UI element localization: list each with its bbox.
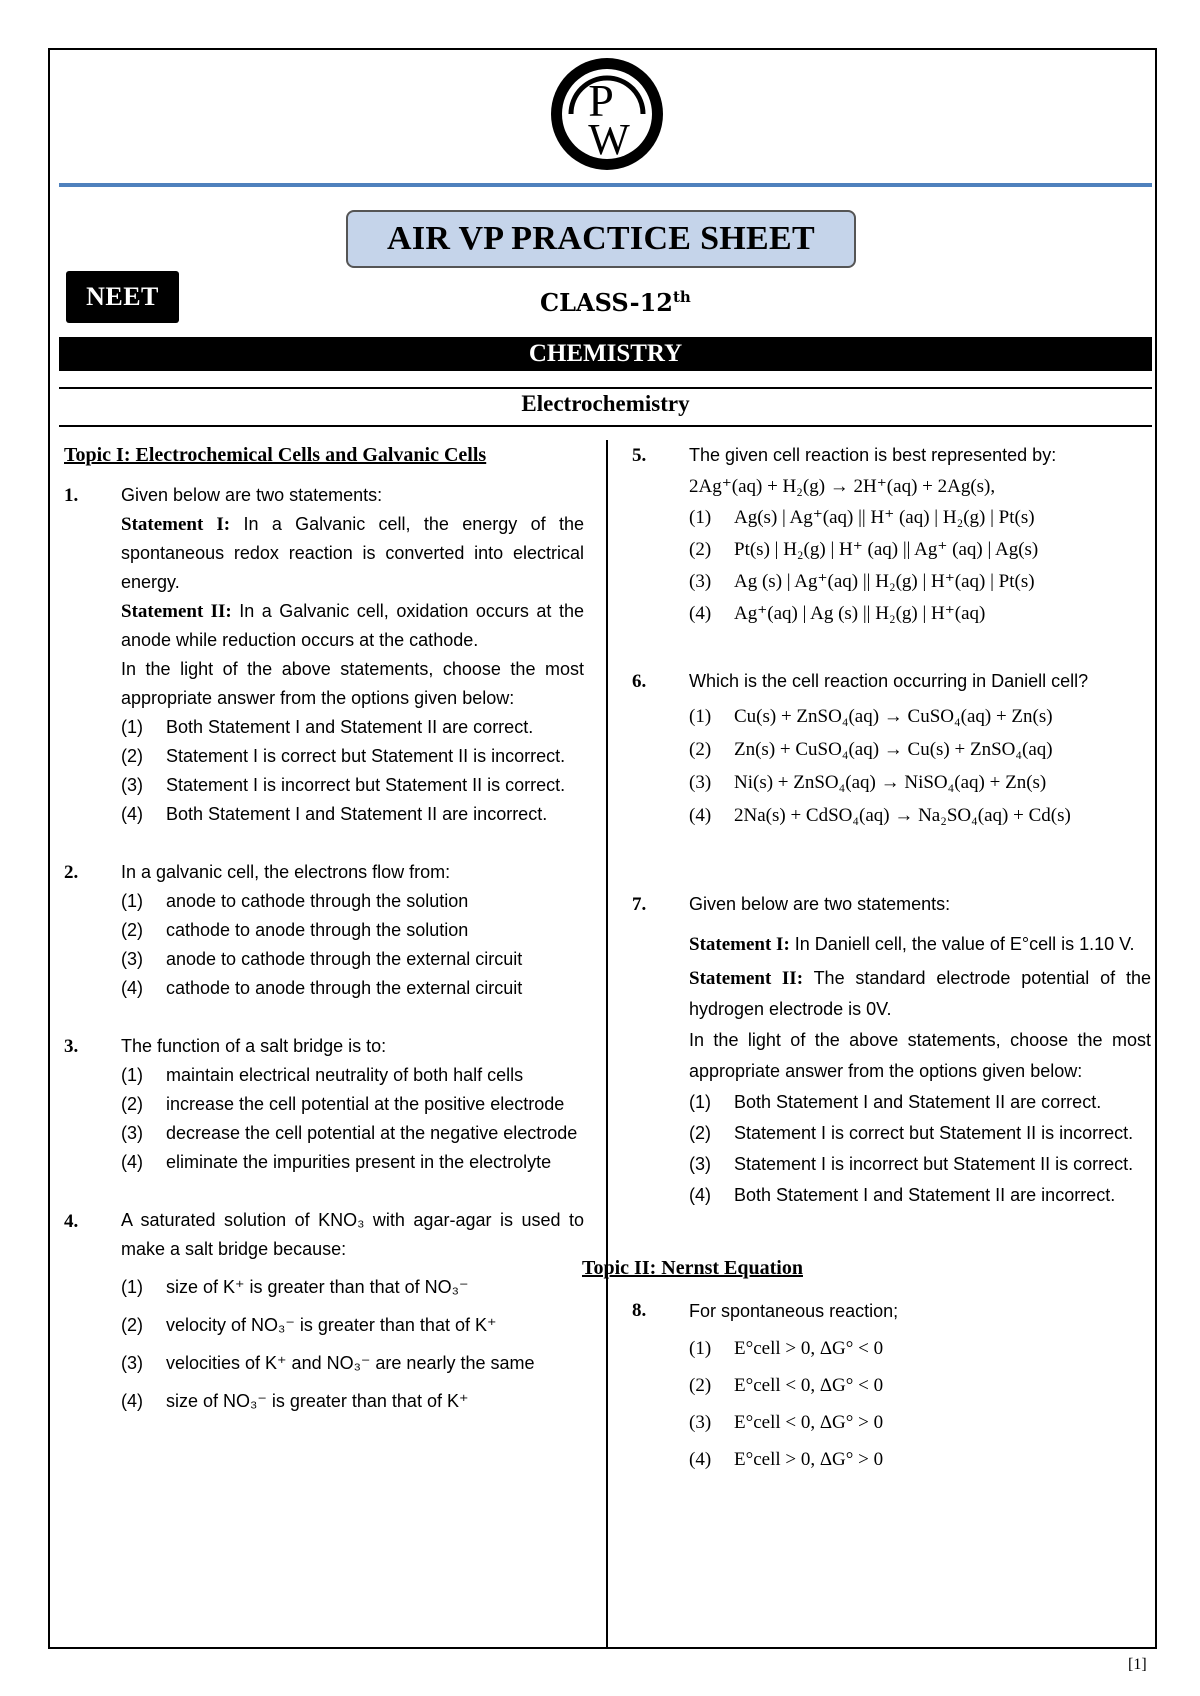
statement-text: In Daniell cell, the value of E°cell is 1.10 V. bbox=[794, 934, 1135, 954]
statement-label: Statement II: bbox=[121, 601, 232, 622]
option[interactable] bbox=[121, 974, 584, 1003]
option-text: increase the cell potential at the positive electrode bbox=[166, 1094, 565, 1114]
question-prompt: In the light of the above statements, choose the most appropriate answer from the options given below: bbox=[689, 1030, 1151, 1081]
question-text: Which is the cell reaction occurring in Daniell cell? bbox=[689, 671, 1089, 691]
option-list bbox=[689, 502, 1151, 630]
option-text: E°cell > 0, ΔG° > 0 bbox=[734, 1449, 884, 1470]
option-text: decrease the cell potential at the negative electrode bbox=[166, 1123, 578, 1143]
option-list bbox=[121, 1268, 584, 1420]
option-text: Ag (s) | Ag⁺(aq) || H₂(g) | H⁺(aq) | Pt(s) bbox=[734, 571, 1035, 592]
option-number: (2) bbox=[121, 1094, 143, 1114]
option-text: size of NO₃⁻ is greater than that of K⁺ bbox=[166, 1391, 469, 1411]
option[interactable] bbox=[121, 1306, 584, 1344]
option[interactable] bbox=[121, 771, 584, 800]
spacer bbox=[64, 1177, 584, 1195]
option[interactable] bbox=[689, 1087, 1151, 1118]
option-number: (1) bbox=[689, 507, 712, 528]
option[interactable] bbox=[121, 713, 584, 742]
option-number: (3) bbox=[689, 772, 712, 793]
spacer bbox=[632, 832, 1151, 878]
option-text: Zn(s) + CuSO₄(aq) → Cu(s) + ZnSO₄(aq) bbox=[734, 739, 1053, 760]
question-text: The given cell reaction is best represented by: bbox=[689, 445, 1057, 465]
column-divider bbox=[606, 440, 608, 1649]
statement-text: In a Galvanic cell, oxidation occurs at the anode while reduction occurs at the cathode. bbox=[121, 601, 584, 650]
option-text: cathode to anode through the solution bbox=[166, 920, 469, 940]
question-1 bbox=[64, 481, 584, 829]
option-number: (2) bbox=[689, 1123, 711, 1143]
question-text: In a galvanic cell, the electrons flow from: bbox=[121, 862, 451, 882]
option[interactable] bbox=[121, 945, 584, 974]
chapter-rule-bottom bbox=[59, 425, 1152, 427]
option-text: size of K⁺ is greater than that of NO₃⁻ bbox=[166, 1277, 469, 1297]
option-text: 2Na(s) + CdSO₄(aq) → Na₂SO₄(aq) + Cd(s) bbox=[734, 805, 1071, 826]
option-number: (3) bbox=[689, 571, 712, 592]
question-number: 3. bbox=[64, 1036, 79, 1057]
question-8 bbox=[632, 1294, 1151, 1478]
option-text: Pt(s) | H₂(g) | H⁺ (aq) || Ag⁺ (aq) | Ag(s) bbox=[734, 539, 1039, 560]
option-text: Ni(s) + ZnSO₄(aq) → NiSO₄(aq) + Zn(s) bbox=[734, 772, 1047, 793]
pw-logo bbox=[549, 56, 665, 172]
option[interactable] bbox=[689, 1404, 1151, 1441]
option-text: cathode to anode through the external circuit bbox=[166, 978, 523, 998]
option-number: (2) bbox=[121, 746, 143, 766]
question-number: 7. bbox=[632, 894, 647, 915]
option[interactable] bbox=[689, 534, 1151, 566]
option[interactable] bbox=[689, 766, 1151, 799]
option-text: Both Statement I and Statement II are correct. bbox=[734, 1092, 1102, 1112]
option-list bbox=[689, 1330, 1151, 1478]
option-text: Ag(s) | Ag⁺(aq) || H⁺ (aq) | H₂(g) | Pt(s) bbox=[734, 507, 1035, 528]
option-number: (1) bbox=[689, 706, 712, 727]
question-7 bbox=[632, 889, 1151, 1211]
statement-2 bbox=[689, 963, 1151, 1025]
option-number: (1) bbox=[121, 1065, 143, 1085]
option-text: E°cell < 0, ΔG° > 0 bbox=[734, 1412, 884, 1433]
option[interactable] bbox=[121, 800, 584, 829]
option-number: (3) bbox=[121, 1123, 143, 1143]
option[interactable] bbox=[689, 598, 1151, 630]
spacer bbox=[64, 829, 584, 847]
option-number: (2) bbox=[689, 539, 712, 560]
option-number: (2) bbox=[121, 1315, 143, 1335]
option-text: Cu(s) + ZnSO₄(aq) → CuSO₄(aq) + Zn(s) bbox=[734, 706, 1053, 727]
statement-text: The standard electrode potential of the hydrogen electrode is 0V. bbox=[689, 968, 1151, 1019]
option-list bbox=[689, 700, 1151, 832]
svg-text:W: W bbox=[588, 115, 630, 164]
option-number: (3) bbox=[121, 775, 143, 795]
option-number: (2) bbox=[689, 739, 712, 760]
option-number: (4) bbox=[689, 805, 712, 826]
question-intro: Given below are two statements: bbox=[689, 894, 951, 914]
option-number: (2) bbox=[689, 1375, 712, 1396]
option-text: maintain electrical neutrality of both half cells bbox=[166, 1065, 524, 1085]
option-text: E°cell > 0, ΔG° < 0 bbox=[734, 1338, 884, 1359]
option[interactable] bbox=[121, 916, 584, 945]
class-suffix: th bbox=[672, 288, 691, 306]
chapter-rule-top bbox=[59, 387, 1152, 389]
option[interactable] bbox=[689, 1367, 1151, 1404]
option[interactable] bbox=[689, 733, 1151, 766]
option-number: (4) bbox=[689, 1449, 712, 1470]
question-3 bbox=[64, 1032, 584, 1177]
option[interactable] bbox=[689, 1149, 1151, 1180]
option[interactable] bbox=[689, 1441, 1151, 1478]
question-number: 6. bbox=[632, 671, 647, 692]
option-number: (2) bbox=[121, 920, 143, 940]
question-number: 5. bbox=[632, 445, 647, 466]
question-5 bbox=[632, 440, 1151, 630]
spacer bbox=[632, 1211, 1151, 1253]
exam-badge: NEET bbox=[66, 271, 179, 323]
option-list bbox=[121, 1061, 584, 1177]
option-text: anode to cathode through the external circuit bbox=[166, 949, 523, 969]
option[interactable] bbox=[121, 1344, 584, 1382]
option[interactable] bbox=[689, 700, 1151, 733]
option-number: (4) bbox=[121, 804, 143, 824]
option-number: (3) bbox=[689, 1154, 711, 1174]
option-number: (4) bbox=[689, 1185, 711, 1205]
question-number: 4. bbox=[64, 1211, 79, 1232]
option-text: Both Statement I and Statement II are incorrect. bbox=[734, 1185, 1116, 1205]
option[interactable] bbox=[121, 742, 584, 771]
option[interactable] bbox=[689, 799, 1151, 832]
question-number: 8. bbox=[632, 1300, 647, 1321]
option-text: Statement I is incorrect but Statement II is correct. bbox=[166, 775, 566, 795]
question-2 bbox=[64, 858, 584, 1003]
option-text: Statement I is correct but Statement II is incorrect. bbox=[166, 746, 566, 766]
statement-label: Statement I: bbox=[689, 934, 790, 955]
subject-bar: CHEMISTRY bbox=[59, 337, 1152, 371]
option-text: velocities of K⁺ and NO₃⁻ are nearly the same bbox=[166, 1353, 535, 1373]
question-intro: Given below are two statements: bbox=[121, 485, 383, 505]
option[interactable] bbox=[121, 1268, 584, 1306]
option[interactable] bbox=[689, 566, 1151, 598]
statement-2 bbox=[121, 597, 584, 655]
option-number: (1) bbox=[121, 717, 143, 737]
option-number: (1) bbox=[689, 1092, 711, 1112]
option-text: velocity of NO₃⁻ is greater than that of K⁺ bbox=[166, 1315, 497, 1335]
question-text: The function of a salt bridge is to: bbox=[121, 1036, 387, 1056]
question-6 bbox=[632, 667, 1151, 832]
option-text: Both Statement I and Statement II are correct. bbox=[166, 717, 534, 737]
option-number: (4) bbox=[121, 1391, 143, 1411]
option[interactable] bbox=[689, 1180, 1151, 1211]
option-text: Statement I is incorrect but Statement II is correct. bbox=[734, 1154, 1134, 1174]
chapter-title: Electrochemistry bbox=[521, 391, 690, 416]
option-number: (1) bbox=[121, 891, 143, 911]
topic-heading: Topic II: Nernst Equation bbox=[582, 1257, 803, 1279]
statement-label: Statement I: bbox=[121, 514, 231, 535]
question-prompt: In the light of the above statements, choose the most appropriate answer from the options given below: bbox=[121, 659, 584, 708]
svg-text:P: P bbox=[588, 75, 614, 126]
option-list bbox=[121, 887, 584, 1003]
option-number: (3) bbox=[121, 1353, 143, 1373]
class-label bbox=[540, 288, 691, 317]
statement-text: In a Galvanic cell, the energy of the spontaneous redox reaction is converted into electrical energy. bbox=[121, 514, 584, 592]
topic-heading: Topic I: Electrochemical Cells and Galvanic Cells bbox=[64, 444, 487, 466]
spacer bbox=[632, 630, 1151, 656]
option-list bbox=[689, 1087, 1151, 1211]
question-number: 1. bbox=[64, 485, 79, 506]
page-number: [1] bbox=[1128, 1656, 1147, 1673]
option[interactable] bbox=[121, 1148, 584, 1177]
option-number: (1) bbox=[689, 1338, 712, 1359]
option-text: E°cell < 0, ΔG° < 0 bbox=[734, 1375, 884, 1396]
question-4 bbox=[64, 1206, 584, 1420]
header-rule bbox=[59, 183, 1152, 187]
right-column bbox=[582, 440, 1151, 1478]
statement-label: Statement II: bbox=[689, 968, 804, 989]
option-number: (4) bbox=[121, 1152, 143, 1172]
option[interactable] bbox=[121, 1382, 584, 1420]
question-text: For spontaneous reaction; bbox=[689, 1301, 899, 1321]
option[interactable] bbox=[121, 887, 584, 916]
option[interactable] bbox=[689, 1118, 1151, 1149]
spacer bbox=[64, 1003, 584, 1021]
option[interactable] bbox=[121, 1061, 584, 1090]
statement-1 bbox=[689, 926, 1151, 963]
option[interactable] bbox=[689, 1330, 1151, 1367]
option-text: Both Statement I and Statement II are incorrect. bbox=[166, 804, 548, 824]
option-number: (3) bbox=[689, 1412, 712, 1433]
option-number: (3) bbox=[121, 949, 143, 969]
option[interactable] bbox=[121, 1090, 584, 1119]
option-list bbox=[121, 713, 584, 829]
option-text: eliminate the impurities present in the electrolyte bbox=[166, 1152, 552, 1172]
option-number: (1) bbox=[121, 1277, 143, 1297]
question-number: 2. bbox=[64, 862, 79, 883]
left-column bbox=[64, 440, 584, 1420]
option-text: Statement I is correct but Statement II is incorrect. bbox=[734, 1123, 1134, 1143]
option-number: (4) bbox=[121, 978, 143, 998]
cell-reaction: 2Ag⁺(aq) + H₂(g) → 2H⁺(aq) + 2Ag(s), bbox=[689, 476, 996, 497]
sheet-title: AIR VP PRACTICE SHEET bbox=[346, 210, 856, 268]
option-text: Ag⁺(aq) | Ag (s) || H₂(g) | H⁺(aq) bbox=[734, 603, 986, 624]
option-text: anode to cathode through the solution bbox=[166, 891, 469, 911]
statement-1 bbox=[121, 510, 584, 597]
option[interactable] bbox=[689, 502, 1151, 534]
option[interactable] bbox=[121, 1119, 584, 1148]
class-text: CLASS-12 bbox=[540, 288, 673, 317]
question-text: A saturated solution of KNO₃ with agar-agar is used to make a salt bridge because: bbox=[121, 1210, 584, 1259]
option-number: (4) bbox=[689, 603, 712, 624]
